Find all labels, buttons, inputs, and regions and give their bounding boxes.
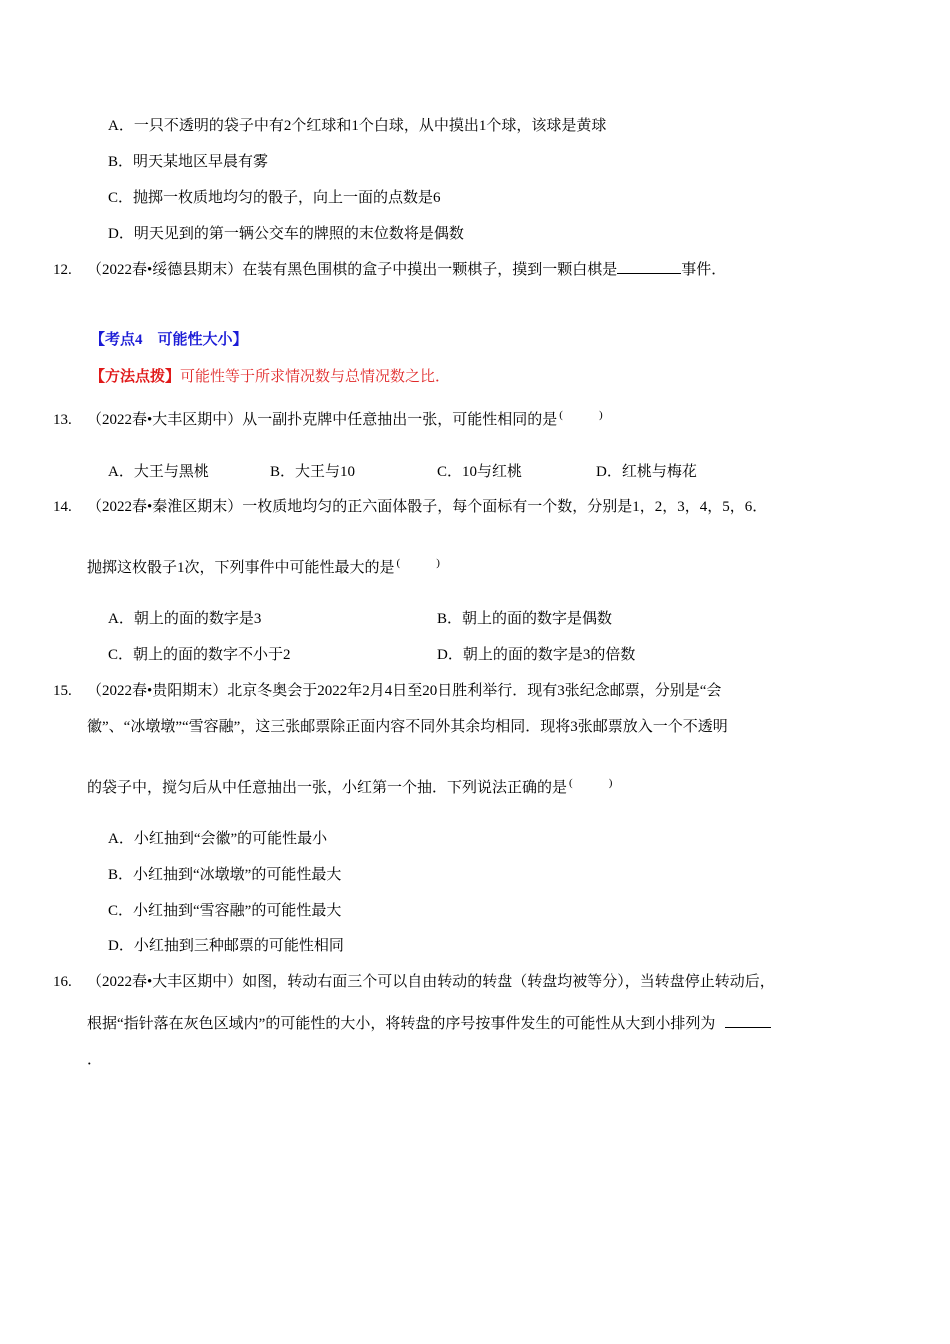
- option-text: 明天见到的第一辆公交车的牌照的末位数将是偶数: [133, 226, 464, 242]
- option-text: 红桃与梅花: [621, 464, 697, 480]
- option-text: 小红抽到“冰墩墩”的可能性最大: [133, 867, 342, 883]
- question-source: （2022春•大丰区期中）: [87, 412, 243, 428]
- option-text: 小红抽到“雪容融”的可能性最大: [133, 903, 342, 919]
- q13-option-a: [108, 462, 209, 482]
- option-text: 一只不透明的袋子中有2个红球和1个白球，从中摸出1个球，该球是黄球: [133, 118, 607, 134]
- q14-option-d: [437, 645, 635, 665]
- option-label: C．: [437, 464, 463, 480]
- option-text: 10与红桃: [462, 464, 523, 480]
- question-number: 12.: [53, 262, 72, 278]
- question-text: 如图，转动右面三个可以自由转动的转盘（转盘均被等分），当转盘停止转动后，: [242, 974, 775, 990]
- question-16-line3: ．: [87, 1052, 103, 1068]
- paren-close: ): [436, 557, 440, 569]
- method-tip: [90, 367, 450, 387]
- option-label: B．: [270, 464, 296, 480]
- answer-blank[interactable]: [617, 259, 681, 274]
- option-text: 小红抽到“会徽”的可能性最小: [133, 831, 328, 847]
- question-text: 的袋子中，搅匀后从中任意抽出一张，小红第一个抽．下列说法正确的是: [87, 780, 568, 796]
- option-text: 抛掷一枚质地均匀的骰子，向上一面的点数是6: [133, 190, 441, 206]
- q15-option-c: [108, 901, 341, 921]
- question-13: [53, 405, 603, 430]
- paren-open: (: [559, 409, 563, 421]
- question-15-line3: [87, 773, 612, 798]
- option-label: B．: [108, 154, 134, 170]
- option-label: B．: [437, 611, 463, 627]
- q14-option-b: [437, 609, 612, 629]
- option-label: A．: [108, 611, 134, 627]
- q13-option-b: [270, 462, 355, 482]
- q15-option-b: [108, 865, 341, 885]
- question-source: （2022春•贵阳期末）: [87, 683, 228, 699]
- q11-option-c: [108, 188, 441, 208]
- question-text: 一枚质地均匀的正六面体骰子，每个面标有一个数，分别是1，2，3，4，5，6．: [242, 499, 768, 515]
- question-source: （2022春•绥德县期末）: [87, 262, 243, 278]
- answer-paren[interactable]: [559, 409, 602, 421]
- option-text: 朝上的面的数字是偶数: [462, 611, 613, 627]
- option-label: A．: [108, 464, 134, 480]
- paren-open: (: [396, 557, 401, 569]
- option-label: C．: [108, 903, 134, 919]
- option-text: 大王与黑桃: [133, 464, 209, 480]
- question-number: 16.: [53, 974, 72, 990]
- option-label: B．: [108, 867, 134, 883]
- paren-close: ): [608, 777, 613, 789]
- question-suffix: 事件．: [681, 262, 727, 278]
- option-label: C．: [108, 647, 134, 663]
- question-12: [53, 259, 726, 280]
- question-16-line2: [87, 1013, 771, 1034]
- paren-close: ): [598, 409, 603, 421]
- option-text: 大王与10: [295, 464, 356, 480]
- question-text: 从一副扑克牌中任意抽出一张，可能性相同的是: [242, 412, 558, 428]
- question-15: [53, 681, 721, 701]
- q13-option-d: [596, 462, 697, 482]
- q11-option-a: [108, 116, 606, 136]
- question-14-line2: [87, 553, 440, 578]
- question-number: 13.: [53, 412, 72, 428]
- question-number: 14.: [53, 499, 72, 515]
- q15-option-a: [108, 829, 327, 849]
- method-label: 【方法点拨】: [90, 369, 181, 385]
- question-text: 北京冬奥会于2022年2月4日至20日胜利举行．现有3张纪念邮票，分别是“会: [227, 683, 722, 699]
- question-14: [53, 497, 767, 517]
- question-15-line2: 徽”、“冰墩墩”“雪容融”，这三张邮票除正面内容不同外其余均相同．现将3张邮票放入一个不透明: [87, 719, 728, 735]
- option-text: 朝上的面的数字是3的倍数: [462, 647, 636, 663]
- answer-paren[interactable]: [569, 777, 612, 789]
- answer-blank[interactable]: [725, 1013, 771, 1028]
- answer-paren[interactable]: [397, 557, 440, 569]
- paren-open: (: [569, 777, 573, 789]
- q14-option-a: [108, 609, 261, 629]
- option-label: C．: [108, 190, 134, 206]
- q13-option-c: [437, 462, 522, 482]
- option-text: 小红抽到三种邮票的可能性相同: [133, 938, 344, 954]
- question-source: （2022春•秦淮区期末）: [87, 499, 243, 515]
- question-16: [53, 972, 775, 992]
- option-label: A．: [108, 831, 134, 847]
- option-label: D．: [596, 464, 622, 480]
- option-label: A．: [108, 118, 134, 134]
- option-label: D．: [108, 226, 134, 242]
- option-text: 朝上的面的数字是3: [133, 611, 262, 627]
- question-text: 根据“指针落在灰色区域内”的可能性的大小，将转盘的序号按事件发生的可能性从大到小排列为: [87, 1016, 716, 1032]
- q11-option-b: [108, 152, 268, 172]
- section-title: 【考点4 可能性大小】: [90, 332, 248, 348]
- option-text: 明天某地区早晨有雾: [133, 154, 269, 170]
- question-number: 15.: [53, 683, 72, 699]
- option-label: D．: [108, 938, 134, 954]
- method-text: 可能性等于所求情况数与总情况数之比．: [180, 369, 451, 385]
- option-label: D．: [437, 647, 463, 663]
- question-source: （2022春•大丰区期中）: [87, 974, 243, 990]
- q15-option-d: [108, 936, 344, 956]
- question-text: 在装有黑色围棋的盒子中摸出一颗棋子，摸到一颗白棋是: [242, 262, 618, 278]
- q14-option-c: [108, 645, 291, 665]
- option-text: 朝上的面的数字不小于2: [133, 647, 291, 663]
- q11-option-d: [108, 224, 464, 244]
- question-text: 抛掷这枚骰子1次，下列事件中可能性最大的是: [87, 560, 395, 576]
